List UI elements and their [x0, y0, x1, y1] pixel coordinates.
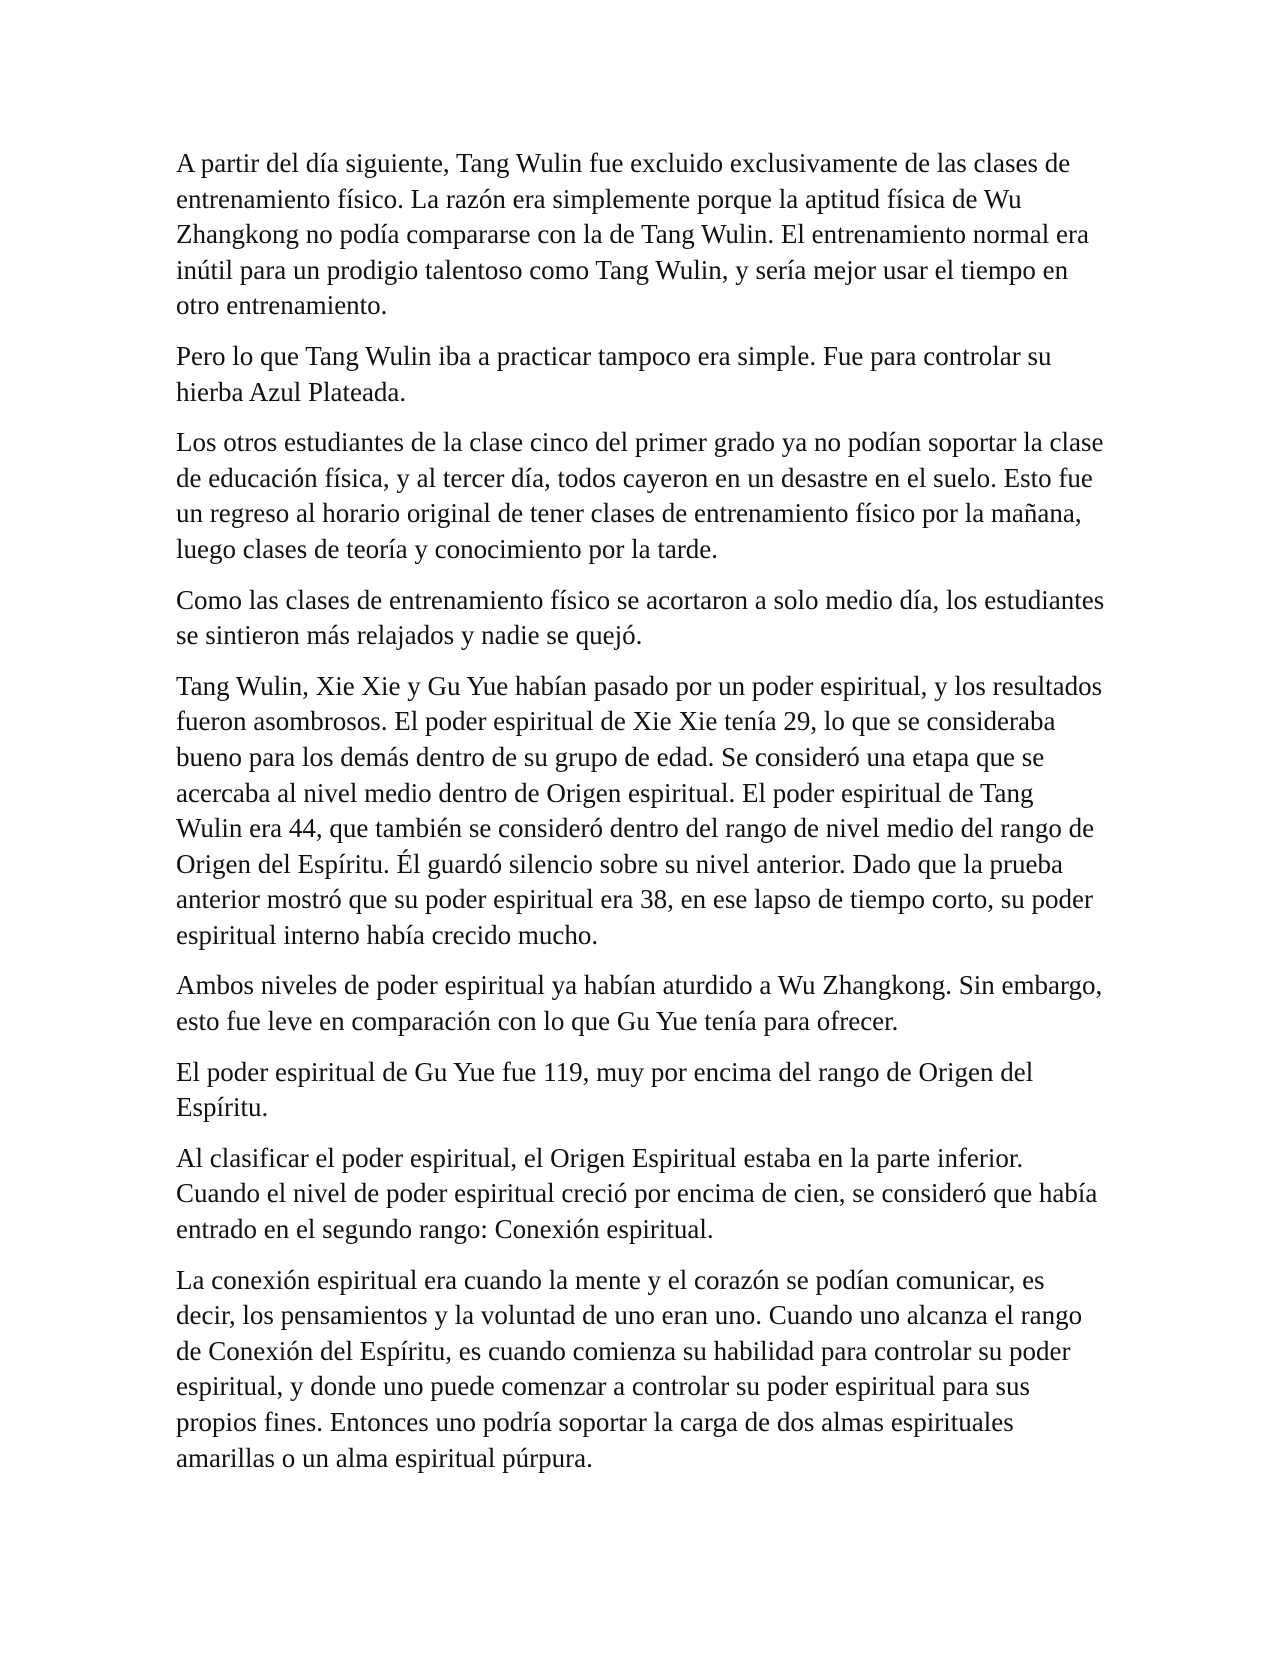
paragraph-7: El poder espiritual de Gu Yue fue 119, muy por encima del rango de Origen del Espíritu.	[176, 1056, 1034, 1123]
document-body	[176, 146, 1106, 1491]
paragraph-8: Al clasificar el poder espiritual, el Origen Espiritual estaba en la parte inferior. Cuando el nivel de poder espiritual creció por encima de cien, se consideró que había entrado en el segundo rango: Conexión espiritual.	[176, 1142, 1098, 1245]
paragraph-4: Como las clases de entrenamiento físico se acortaron a solo medio día, los estudiantes se sintieron más relajados y nadie se quejó.	[176, 584, 1105, 651]
paragraph-3: Los otros estudiantes de la clase cinco del primer grado ya no podían soportar la clase de educación física, y al tercer día, todos cayeron en un desastre en el suelo. Esto fue un regreso al horario original de tener clases de entrenamiento físico por la mañana, luego clases de teoría y conocimiento por la tarde.	[176, 427, 1104, 564]
paragraph-9: La conexión espiritual era cuando la mente y el corazón se podían comunicar, es decir, los pensamientos y la voluntad de uno eran uno. Cuando uno alcanza el rango de Conexión del Espíritu, es cuando comienza su habilidad para controlar su poder espiritual, y donde uno puede comenzar a controlar su poder espiritual para sus propios fines. Entonces uno podría soportar la carga de dos almas espirituales amarillas o un alma espiritual púrpura.	[176, 1264, 1083, 1473]
paragraph-2: Pero lo que Tang Wulin iba a practicar tampoco era simple. Fue para controlar su hierba Azul Plateada.	[176, 340, 1052, 407]
paragraph-6: Ambos niveles de poder espiritual ya habían aturdido a Wu Zhangkong. Sin embargo, esto fue leve en comparación con lo que Gu Yue tenía para ofrecer.	[176, 970, 1103, 1037]
paragraph-5: Tang Wulin, Xie Xie y Gu Yue habían pasado por un poder espiritual, y los resultados fueron asombrosos. El poder espiritual de Xie Xie tenía 29, lo que se consideraba bueno para los demás dentro de su grupo de edad. Se consideró una etapa que se acercaba al nivel medio dentro de Origen espiritual. El poder espiritual de Tang Wulin era 44, que también se consideró dentro del rango de nivel medio del rango de Origen del Espíritu. Él guardó silencio sobre su nivel anterior. Dado que la prueba anterior mostró que su poder espiritual era 38, en ese lapso de tiempo corto, su poder espiritual interno había crecido mucho.	[176, 670, 1103, 950]
paragraph-1: A partir del día siguiente, Tang Wulin fue excluido exclusivamente de las clases de entrenamiento físico. La razón era simplemente porque la aptitud física de Wu Zhangkong no podía compararse con la de Tang Wulin. El entrenamiento normal era inútil para un prodigio talentoso como Tang Wulin, y sería mejor usar el tiempo en otro entrenamiento.	[176, 148, 1089, 321]
